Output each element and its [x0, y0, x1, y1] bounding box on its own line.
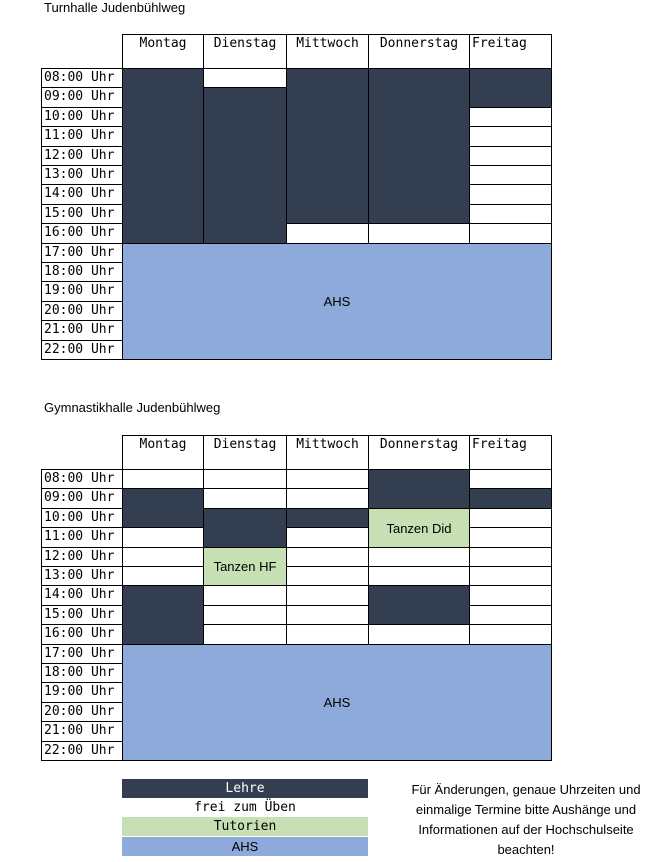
legend-tutorien: Tutorien	[122, 817, 368, 836]
day-header-freitag: Freitag	[469, 34, 552, 69]
time-label: 08:00 Uhr	[41, 469, 123, 489]
time-label: 11:00 Uhr	[41, 527, 123, 548]
time-label: 08:00 Uhr	[41, 68, 123, 88]
time-label: 19:00 Uhr	[41, 281, 123, 302]
time-label: 22:00 Uhr	[41, 741, 123, 761]
slot-lehre	[469, 68, 552, 108]
slot-lehre	[368, 469, 470, 509]
time-label: 16:00 Uhr	[41, 223, 123, 244]
time-label: 09:00 Uhr	[41, 87, 123, 108]
slot-lehre	[368, 585, 470, 625]
slot-frei	[368, 223, 470, 244]
time-label: 18:00 Uhr	[41, 663, 123, 683]
slot-ahs: AHS	[122, 644, 552, 761]
notice-line: einmalige Termine bitte Aushänge und	[415, 802, 637, 817]
slot-frei	[469, 126, 552, 147]
time-label: 13:00 Uhr	[41, 165, 123, 185]
slot-frei	[286, 624, 369, 645]
slot-frei	[469, 146, 552, 166]
slot-frei	[203, 624, 287, 645]
slot-frei	[286, 527, 369, 548]
time-label: 21:00 Uhr	[41, 320, 123, 341]
slot-frei	[469, 184, 552, 205]
slot-frei	[286, 605, 369, 625]
slot-frei	[122, 527, 204, 548]
day-header-dienstag: Dienstag	[203, 34, 287, 69]
slot-frei	[286, 585, 369, 606]
slot-frei	[286, 547, 369, 567]
slot-ahs: AHS	[122, 243, 552, 360]
table-title-gymnastikhalle: Gymnastikhalle Judenbühlweg	[44, 400, 221, 415]
slot-frei	[469, 566, 552, 586]
slot-frei	[286, 488, 369, 509]
legend-lehre: Lehre	[122, 779, 368, 798]
slot-frei	[122, 566, 204, 586]
table-title-turnhalle: Turnhalle Judenbühlweg	[44, 0, 186, 15]
slot-frei	[286, 469, 369, 489]
slot-frei	[203, 585, 287, 606]
slot-frei	[469, 585, 552, 606]
slot-frei	[203, 68, 287, 88]
time-label: 20:00 Uhr	[41, 301, 123, 321]
day-header-freitag: Freitag	[469, 435, 552, 470]
day-header-montag: Montag	[122, 435, 204, 470]
day-header-donnerstag: Donnerstag	[368, 435, 470, 470]
time-label: 12:00 Uhr	[41, 146, 123, 166]
slot-frei	[122, 547, 204, 567]
slot-frei	[469, 107, 552, 127]
day-header-montag: Montag	[122, 34, 204, 69]
slot-frei	[368, 547, 470, 567]
slot-frei	[469, 469, 552, 489]
slot-frei	[469, 508, 552, 528]
slot-frei	[286, 223, 369, 244]
slot-frei	[203, 488, 287, 509]
day-header-mittwoch: Mittwoch	[286, 34, 369, 69]
slot-lehre	[286, 68, 369, 224]
slot-lehre	[122, 68, 204, 244]
slot-lehre	[203, 508, 287, 548]
slot-lehre	[286, 508, 369, 528]
time-label: 18:00 Uhr	[41, 262, 123, 282]
legend-ahs: AHS	[122, 837, 368, 856]
day-header-donnerstag: Donnerstag	[368, 34, 470, 69]
slot-frei	[286, 566, 369, 586]
time-label: 17:00 Uhr	[41, 243, 123, 263]
time-label: 10:00 Uhr	[41, 107, 123, 127]
slot-tutorien: Tanzen HF	[203, 547, 287, 586]
time-label: 13:00 Uhr	[41, 566, 123, 586]
notice-text	[386, 780, 666, 860]
time-label: 12:00 Uhr	[41, 547, 123, 567]
time-label: 15:00 Uhr	[41, 204, 123, 224]
time-label: 15:00 Uhr	[41, 605, 123, 625]
slot-lehre	[469, 488, 552, 509]
slot-tutorien: Tanzen Did	[368, 508, 470, 548]
slot-lehre	[122, 585, 204, 645]
time-label: 20:00 Uhr	[41, 702, 123, 722]
time-label: 22:00 Uhr	[41, 340, 123, 360]
time-label: 14:00 Uhr	[41, 585, 123, 606]
time-label: 14:00 Uhr	[41, 184, 123, 205]
notice-line: Informationen auf der Hochschulseite	[418, 822, 634, 837]
time-label: 09:00 Uhr	[41, 488, 123, 509]
time-label: 17:00 Uhr	[41, 644, 123, 664]
day-header-dienstag: Dienstag	[203, 435, 287, 470]
slot-frei	[469, 605, 552, 625]
slot-frei	[368, 624, 470, 645]
slot-frei	[469, 204, 552, 224]
slot-frei	[469, 165, 552, 185]
slot-lehre	[368, 68, 470, 224]
time-label: 19:00 Uhr	[41, 682, 123, 703]
slot-frei	[469, 547, 552, 567]
slot-lehre	[203, 87, 287, 244]
slot-frei	[469, 527, 552, 548]
day-header-mittwoch: Mittwoch	[286, 435, 369, 470]
time-label: 16:00 Uhr	[41, 624, 123, 645]
slot-frei	[469, 223, 552, 244]
slot-lehre	[122, 488, 204, 528]
time-label: 11:00 Uhr	[41, 126, 123, 147]
slot-frei	[203, 469, 287, 489]
slot-frei	[368, 566, 470, 586]
slot-frei	[469, 624, 552, 645]
notice-line: Für Änderungen, genaue Uhrzeiten und	[411, 782, 641, 797]
notice-line: beachten!	[497, 842, 555, 857]
time-label: 21:00 Uhr	[41, 721, 123, 742]
slot-frei	[203, 605, 287, 625]
time-label: 10:00 Uhr	[41, 508, 123, 528]
legend-frei: frei zum Üben	[122, 798, 368, 817]
slot-frei	[122, 469, 204, 489]
